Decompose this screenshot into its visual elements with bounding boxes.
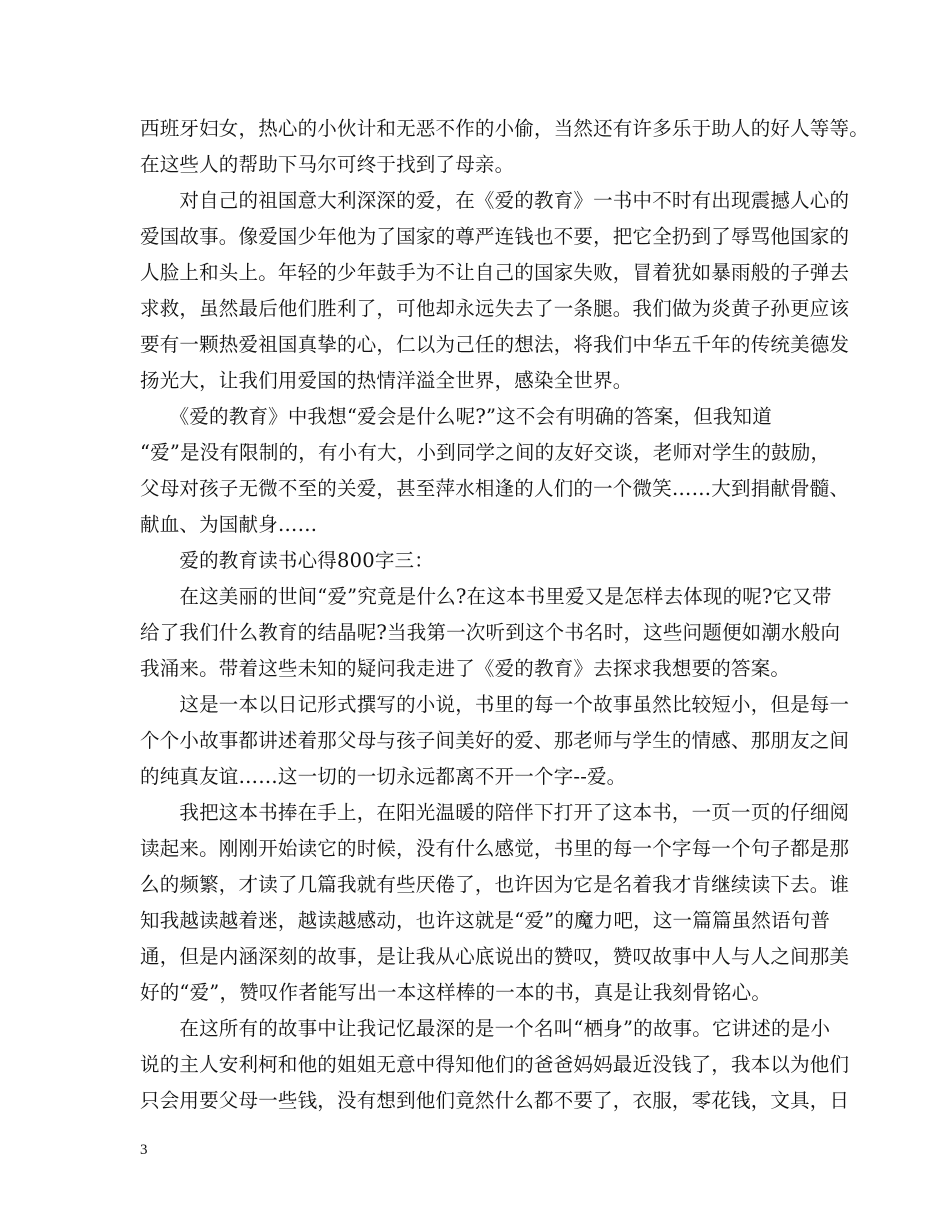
- page-number: 3: [140, 1142, 148, 1158]
- text-line: “爱”是没有限制的，有小有大，小到同学之间的友好交谈，老师对学生的鼓励，: [140, 441, 831, 464]
- text-line: 在这些人的帮助下马尔可终于找到了母亲。: [140, 153, 515, 176]
- text-line: 读起来。刚刚开始读它的时候，没有什么感觉，书里的每一个字每一个句子都是那: [140, 837, 850, 860]
- text-line: 给了我们什么教育的结晶呢?当我第一次听到这个书名时，这些问题便如潮水般向: [140, 621, 841, 644]
- section-heading: 爱的教育读书心得800字三：: [140, 549, 434, 572]
- text-line: 《爱的教育》中我想“爱会是什么呢?”这不会有明确的答案，但我知道: [140, 405, 772, 428]
- text-line: 西班牙妇女，热心的小伙计和无恶不作的小偷，当然还有许多乐于助人的好人等等。: [140, 117, 869, 140]
- text-line: 父母对孩子无微不至的关爱，甚至萍水相逢的人们的一个微笑……大到捐献骨髓、: [140, 477, 850, 500]
- text-line: 好的“爱”，赞叹作者能写出一本这样棒的一本的书，真是让我刻骨铭心。: [140, 981, 772, 1004]
- text-line: 人脸上和头上。年轻的少年鼓手为不让自己的国家失败，冒着犹如暴雨般的子弹去: [140, 261, 850, 284]
- text-line: 的纯真友谊……这一切的一切永远都离不开一个字--爱。: [140, 765, 627, 788]
- text-line: 爱国故事。像爱国少年他为了国家的尊严连钱也不要，把它全扔到了辱骂他国家的: [140, 225, 850, 248]
- text-line: 扬光大，让我们用爱国的热情洋溢全世界，感染全世界。: [140, 369, 633, 392]
- text-line: 么的频繁，才读了几篇我就有些厌倦了，也许因为它是名着我才肯继续读下去。谁: [140, 873, 850, 896]
- text-line: 要有一颗热爱祖国真挚的心，仁以为己任的想法，将我们中华五千年的传统美德发: [140, 333, 850, 356]
- text-line: 只会用要父母一些钱，没有想到他们竟然什么都不要了，衣服，零花钱，文具，日: [140, 1089, 850, 1112]
- text-line: 这是一本以日记形式撰写的小说，书里的每一个故事虽然比较短小，但是每一: [140, 693, 850, 716]
- text-line: 个个小故事都讲述着那父母与孩子间美好的爱、那老师与学生的情感、那朋友之间: [140, 729, 850, 752]
- text-line: 我涌来。带着这些未知的疑问我走进了《爱的教育》去探求我想要的答案。: [140, 657, 791, 680]
- text-line: 我把这本书捧在手上，在阳光温暖的陪伴下打开了这本书，一页一页的仔细阅: [140, 801, 850, 824]
- text-line: 对自己的祖国意大利深深的爱，在《爱的教育》一书中不时有出现震撼人心的: [140, 189, 850, 212]
- text-line: 在这所有的故事中让我记忆最深的是一个名叫“栖身”的故事。它讲述的是小: [140, 1017, 831, 1040]
- text-line: 献血、为国献身……: [140, 513, 318, 536]
- text-line: 在这美丽的世间“爱”究竟是什么?在这本书里爱又是怎样去体现的呢?它又带: [140, 585, 832, 608]
- text-line: 说的主人安利柯和他的姐姐无意中得知他们的爸爸妈妈最近没钱了，我本以为他们: [140, 1053, 850, 1076]
- text-line: 通，但是内涵深刻的故事，是让我从心底说出的赞叹，赞叹故事中人与人之间那美: [140, 945, 850, 968]
- text-line: 求救，虽然最后他们胜利了，可他却永远失去了一条腿。我们做为炎黄子孙更应该: [140, 297, 850, 320]
- text-line: 知我越读越着迷，越读越感动，也许这就是“爱”的魔力吧，这一篇篇虽然语句普: [140, 909, 831, 932]
